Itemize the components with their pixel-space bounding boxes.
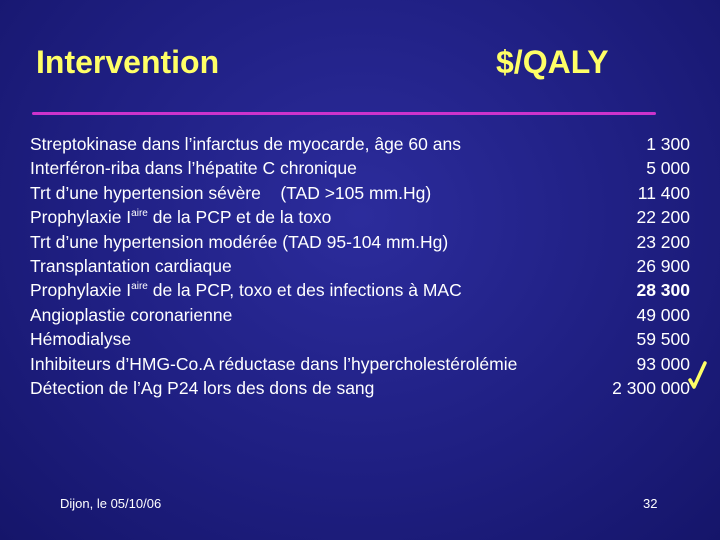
row-value: 59 500 [636,329,690,350]
row-label: Hémodialyse [30,329,132,350]
row-label-text: Prophylaxie I [30,280,132,301]
row-label: Angioplastie coronarienne [30,304,233,325]
row-label [30,205,331,229]
row-value: 49 000 [636,304,690,325]
column-title-intervention: Intervention [36,44,220,80]
table-row [0,132,720,156]
table-row [0,352,720,376]
check-mark-icon [688,360,708,390]
row-label-superscript: aire [131,208,148,220]
row-value: 23 200 [636,231,690,252]
row-value: 26 900 [636,255,690,276]
table-row [0,376,720,400]
table-row [0,278,720,302]
row-label: Inhibiteurs d’HMG-Co.A réductase dans l’hypercholestérolémie [30,353,518,374]
table-row [0,181,720,205]
row-label: Interféron-riba dans l’hépatite C chronique [30,158,357,179]
intervention-table [0,132,720,400]
table-row [0,230,720,254]
table-row [0,303,720,327]
table-row [0,156,720,180]
row-value: 28 300 [636,280,690,301]
page-number: 32 [643,496,658,511]
row-value: 2 300 000 [612,377,690,398]
row-value: 5 000 [646,158,690,179]
table-row [0,254,720,278]
table-row [0,327,720,351]
row-label [30,278,462,302]
title-divider [32,112,656,115]
row-value: 93 000 [636,353,690,374]
row-value: 22 200 [636,207,690,228]
footer-place-date: Dijon, le 05/10/06 [60,496,162,511]
row-value: 11 400 [637,182,690,203]
table-row [0,205,720,229]
row-label: Détection de l’Ag P24 lors des dons de sang [30,377,375,398]
row-value: 1 300 [646,134,690,154]
row-label-superscript: aire [131,281,148,293]
row-label: Transplantation cardiaque [30,255,232,276]
row-label-text: de la PCP et de la toxo [147,207,332,228]
row-label-text: de la PCP, toxo et des infections à MAC [147,280,462,301]
row-label: Streptokinase dans l’infarctus de myocarde, âge 60 ans [30,134,461,154]
row-label: Trt d’une hypertension modérée (TAD 95-104 mm.Hg) [30,231,449,252]
column-title-cost-per-qaly: $/QALY [496,44,609,80]
row-label: Trt d’une hypertension sévère (TAD >105 mm.Hg) [30,182,432,203]
row-label-text: Prophylaxie I [30,207,132,228]
